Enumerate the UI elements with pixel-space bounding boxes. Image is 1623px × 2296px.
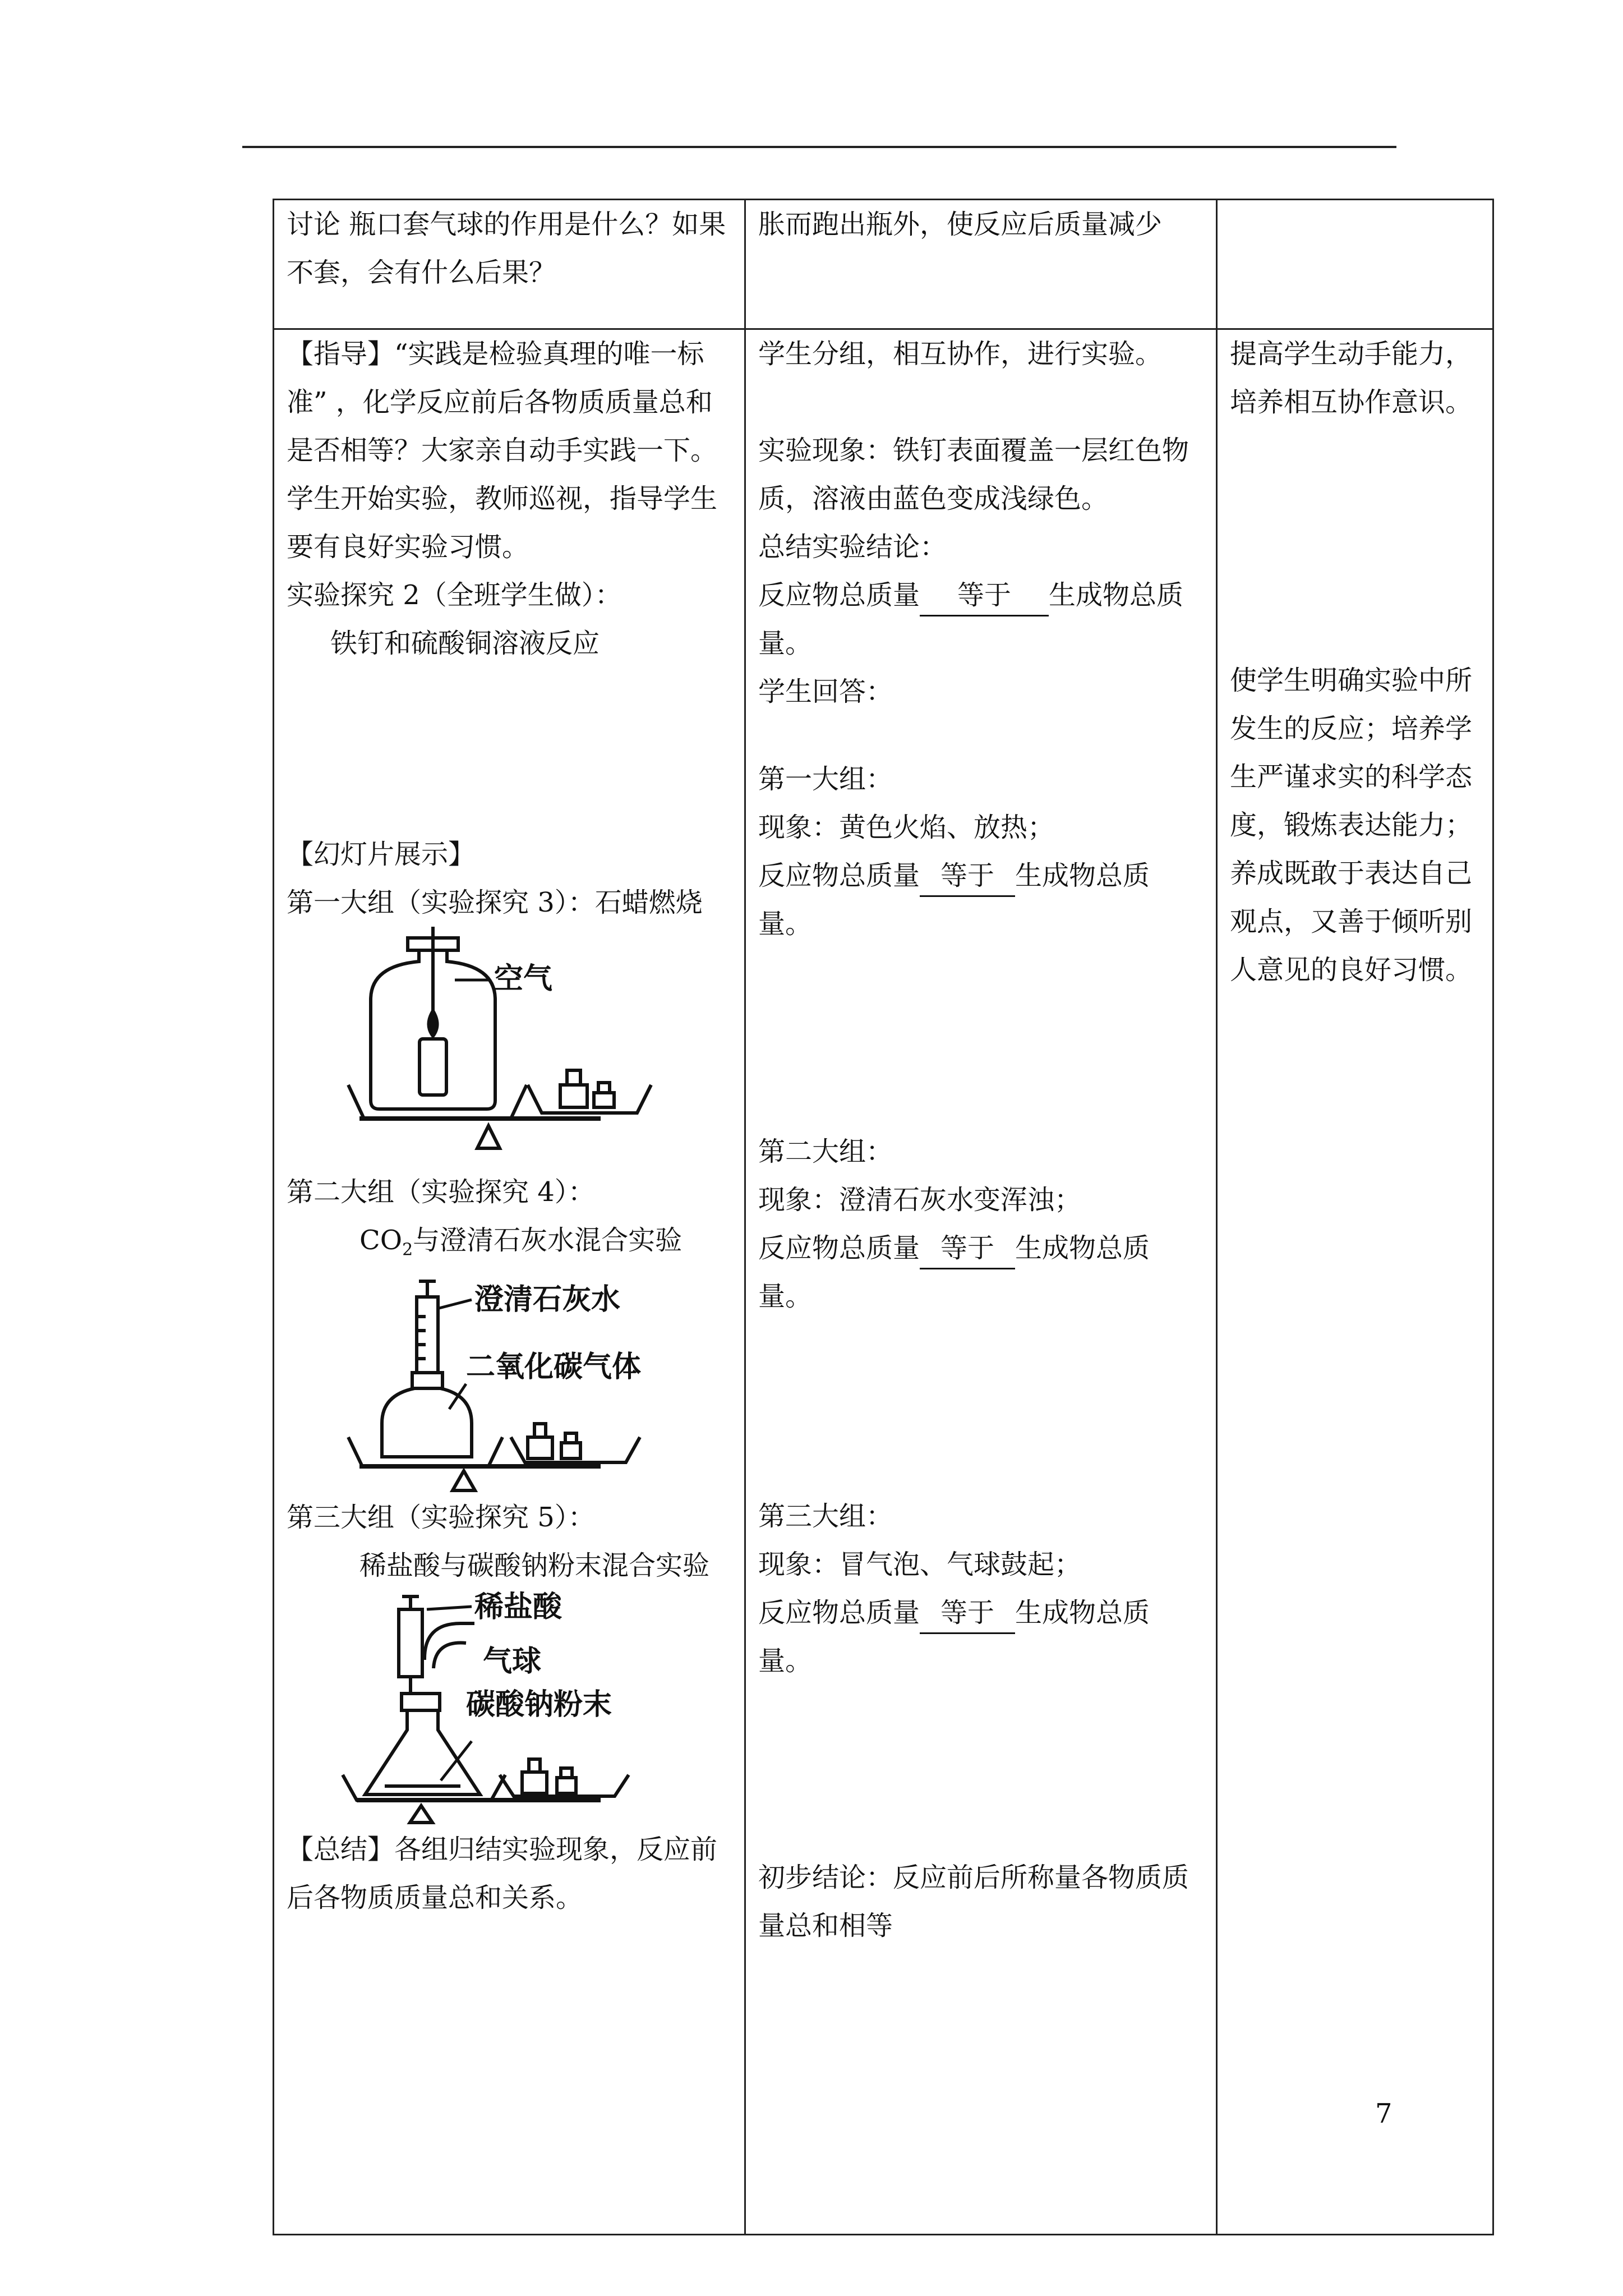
preliminary-conclusion: 初步结论：反应前后所称量各物质质量总和相等	[758, 1862, 1189, 1941]
cell-design-purpose	[1217, 329, 1493, 2235]
group2-phenomenon: 现象：澄清石灰水变浑浊；	[758, 1184, 1082, 1216]
group1-conclusion: 反应物总质量 等于 生成物总质量。	[758, 852, 1204, 948]
discussion-question: 讨论 瓶口套气球的作用是什么？如果不套，会有什么后果？	[287, 209, 726, 288]
summary-paragraph: 【总结】各组归结实验现象，反应前后各物质质量总和关系。	[287, 1833, 718, 1913]
label-dilute-hcl: 稀盐酸	[474, 1590, 562, 1624]
group3-description: 稀盐酸与碳酸钠粉末混合实验	[359, 1549, 710, 1581]
purpose-scientific-attitude: 使学生明确实验中所发生的反应；培养学生严谨求实的科学态度，锻炼表达能力；养成既敢于表达自己观点，又善于倾听别人意见的良好习惯。	[1230, 665, 1473, 986]
group1-phenomenon: 现象：黄色火焰、放热；	[758, 812, 1055, 843]
exp2-phenomenon: 实验现象：铁钉表面覆盖一层红色物质，溶液由蓝色变成浅绿色。	[758, 435, 1189, 514]
exp2-description: 铁钉和硫酸铜溶液反应	[330, 628, 600, 659]
cell-teacher-discussion	[274, 200, 745, 329]
lesson-table	[273, 199, 1494, 2235]
student-grouping: 学生分组，相互协作，进行实验。	[758, 338, 1163, 370]
group3-conclusion: 反应物总质量 等于 生成物总质量。	[758, 1589, 1204, 1685]
label-air: 空气	[494, 962, 553, 996]
group1-title: 第一大组（实验探究 3）：石蜡燃烧	[287, 887, 703, 918]
group2-title: 第二大组（实验探究 4）：	[287, 1176, 595, 1208]
purpose-teamwork: 提高学生动手能力，培养相互协作意识。	[1230, 338, 1473, 418]
exp2-title: 实验探究 2（全班学生做）：	[287, 579, 622, 611]
exp2-conclusion: 反应物总质量 等于 生成物总质量。	[758, 571, 1204, 668]
cell-student-activities	[745, 329, 1217, 2235]
group3-phenomenon: 现象：冒气泡、气球鼓起；	[758, 1549, 1082, 1580]
candle-jar-diagram	[287, 927, 707, 1168]
cell-teacher-activities	[274, 329, 745, 2235]
acid-carbonate-diagram	[287, 1590, 707, 1825]
group2-answer-title: 第二大组：	[758, 1136, 893, 1167]
label-lime-water: 澄清石灰水	[474, 1282, 621, 1317]
lime-water-co2-diagram	[287, 1274, 707, 1493]
header-rule	[242, 146, 1396, 148]
table-row	[274, 200, 1493, 329]
label-co2-gas: 二氧化碳气体	[466, 1350, 642, 1384]
group2-description: $CO_2$与澄清石灰水混合实验	[359, 1225, 683, 1260]
group2-conclusion: 反应物总质量 等于 生成物总质量。	[758, 1224, 1204, 1320]
cell-student-answer	[745, 200, 1217, 329]
group3-title: 第三大组（实验探究 5）：	[287, 1501, 595, 1533]
slides-heading: 【幻灯片展示】	[287, 839, 476, 870]
group1-answer-title: 第一大组：	[758, 763, 893, 795]
group3-answer-title: 第三大组：	[758, 1501, 893, 1532]
student-answer: 胀而跑出瓶外，使反应后质量减少	[758, 209, 1163, 240]
page-number: 7	[1375, 2098, 1393, 2129]
student-answer-title: 学生回答：	[758, 676, 893, 707]
guide-paragraph: 【指导】“实践是检验真理的唯一标准” ，化学反应前后各物质质量总和是否相等？大家亲自动手实践一下。学生开始实验，教师巡视，指导学生要有良好实验习惯。	[287, 338, 718, 563]
table-row	[274, 329, 1493, 2235]
conclusion-title: 总结实验结论：	[758, 531, 947, 563]
label-sodium-carbonate: 碳酸钠粉末	[466, 1687, 612, 1722]
cell-purpose-empty	[1217, 200, 1493, 329]
label-balloon: 气球	[483, 1644, 542, 1678]
